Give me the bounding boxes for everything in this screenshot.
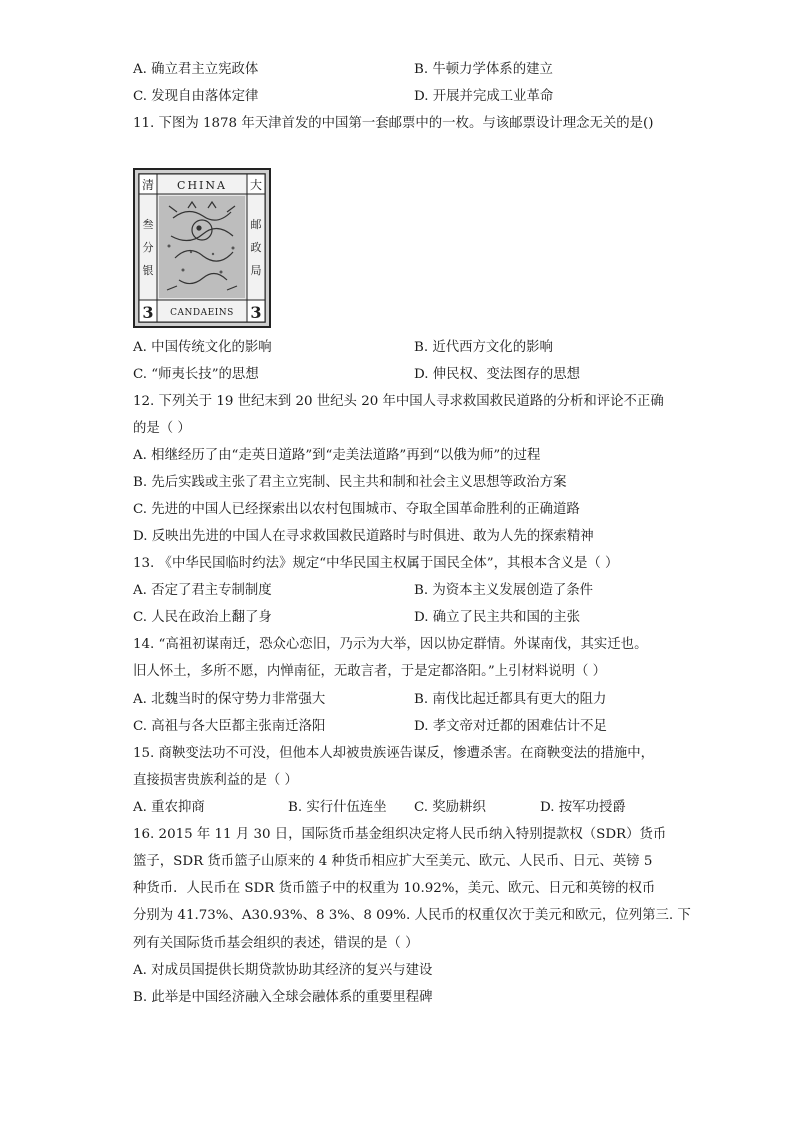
stamp-corner-left: 清 — [141, 178, 155, 192]
q10-option-a[interactable]: A. 确立君主立宪政体 — [133, 62, 259, 77]
q10-option-d[interactable]: D. 开展并完成工业革命 — [414, 89, 554, 104]
q12-stem-line-2: 的是（ ） — [133, 421, 191, 436]
stamp-top-text: CHINA — [177, 179, 227, 192]
q15-option-c[interactable]: C. 奖励耕织 — [414, 800, 486, 815]
q15-stem-line-2: 直接损害贵族利益的是（ ） — [133, 773, 298, 788]
q12-option-c[interactable]: C. 先进的中国人已经探索出以农村包围城市、夺取全国革命胜利的正确道路 — [133, 502, 580, 517]
q13-option-c[interactable]: C. 人民在政治上翻了身 — [133, 610, 272, 625]
q13-option-d[interactable]: D. 确立了民主共和国的主张 — [414, 610, 581, 625]
q11-stem: 11. 下图为 1878 年天津首发的中国第一套邮票中的一枚。与该邮票设计理念无关的是() — [133, 116, 654, 131]
q14-option-b[interactable]: B. 南伐比起迁都具有更大的阻力 — [414, 692, 607, 707]
q14-option-d[interactable]: D. 孝文帝对迁都的困难估计不足 — [414, 719, 607, 734]
stamp-corner-right: 大 — [249, 178, 263, 192]
stamp-left-char-2: 分 — [142, 241, 154, 254]
q12-stem-line-1: 12. 下列关于 19 世纪末到 20 世纪头 20 年中国人寻求救国救民道路的分析和评论不正确 — [133, 394, 664, 409]
q14-option-c[interactable]: C. 高祖与各大臣都主张南迁洛阳 — [133, 719, 326, 734]
dragon-icon — [159, 196, 245, 298]
q14-option-a[interactable]: A. 北魏当时的保守势力非常强大 — [133, 692, 326, 707]
q15-option-d[interactable]: D. 按军功授爵 — [540, 800, 626, 815]
q11-option-b[interactable]: B. 近代西方文化的影响 — [414, 340, 553, 355]
q13-stem: 13. 《中华民国临时约法》规定“中华民国主权属于国民全体”，其根本含义是（ ） — [133, 556, 619, 571]
stamp-left-char-3: 银 — [142, 264, 154, 277]
q12-option-a[interactable]: A. 相继经历了由“走英日道路”到“走美法道路”再到“以俄为师”的过程 — [133, 448, 541, 463]
q12-option-d[interactable]: D. 反映出先进的中国人在寻求救国救民道路时与时俱进、敢为人先的探索精神 — [133, 529, 594, 544]
q15-stem-line-1: 15. 商鞅变法功不可没，但他本人却被贵族诬告谋反，惨遭杀害。在商鞅变法的措施中， — [133, 746, 655, 761]
stamp-numeral-right: 3 — [250, 303, 262, 322]
q16-stem-line-2: 篮子，SDR 货币篮子山原来的 4 种货币相应扩大至美元、欧元、人民币、日元、英镑 5 — [133, 854, 653, 869]
q16-option-b[interactable]: B. 此举是中国经济融入全球会融体系的重要里程碑 — [133, 990, 433, 1005]
q10-option-b[interactable]: B. 牛顿力学体系的建立 — [414, 62, 553, 77]
q10-option-c[interactable]: C. 发现自由落体定律 — [133, 89, 259, 104]
stamp-right-char-2: 政 — [250, 241, 262, 254]
stamp-left-char-1: 叁 — [142, 218, 154, 231]
q16-option-a[interactable]: A. 对成员国提供长期贷款协助其经济的复兴与建设 — [133, 963, 433, 978]
q15-option-a[interactable]: A. 重农抑商 — [133, 800, 205, 815]
q13-option-b[interactable]: B. 为资本主义发展创造了条件 — [414, 583, 594, 598]
stamp-right-char-3: 局 — [250, 264, 262, 277]
q11-option-d[interactable]: D. 伸民权、变法图存的思想 — [414, 367, 581, 382]
q14-stem-line-1: 14. “高祖初谋南迁，恐众心恋旧，乃示为大举，因以协定群情。外谋南伐，其实迁也。 — [133, 637, 648, 652]
q16-stem-line-5: 列有关国际货币基会组织的表述，错误的是（ ） — [133, 936, 419, 951]
q11-option-a[interactable]: A. 中国传统文化的影响 — [133, 340, 272, 355]
q16-stem-line-3: 种货币．人民币在 SDR 货币篮子中的权重为 10.92%，美元、欧元、日元和英镑的权币 — [133, 881, 656, 896]
stamp-image — [133, 168, 271, 328]
q15-option-b[interactable]: B. 实行什伍连坐 — [288, 800, 387, 815]
stamp-numeral-left: 3 — [142, 303, 154, 322]
q14-stem-line-2: 旧人怀土，多所不愿，内惮南征，无敢言者，于是定都洛阳。”上引材料说明（ ） — [133, 664, 607, 679]
stamp-right-char-1: 邮 — [250, 218, 262, 231]
stamp-bottom-text: CANDAEINS — [170, 308, 234, 318]
q11-option-c[interactable]: C. “师夷长技”的思想 — [133, 367, 259, 382]
q13-option-a[interactable]: A. 否定了君主专制制度 — [133, 583, 272, 598]
q16-stem-line-4: 分别为 41.73%、A30.93%、8 3%、8 09%. 人民币的权重仅次于美元和欧元，位列第三. 下 — [133, 908, 691, 923]
q12-option-b[interactable]: B. 先后实践或主张了君主立宪制、民主共和制和社会主义思想等政治方案 — [133, 475, 567, 490]
q16-stem-line-1: 16. 2015 年 11 月 30 日，国际货币基金组织决定将人民币纳入特别提款权（SDR）货币 — [133, 827, 667, 842]
